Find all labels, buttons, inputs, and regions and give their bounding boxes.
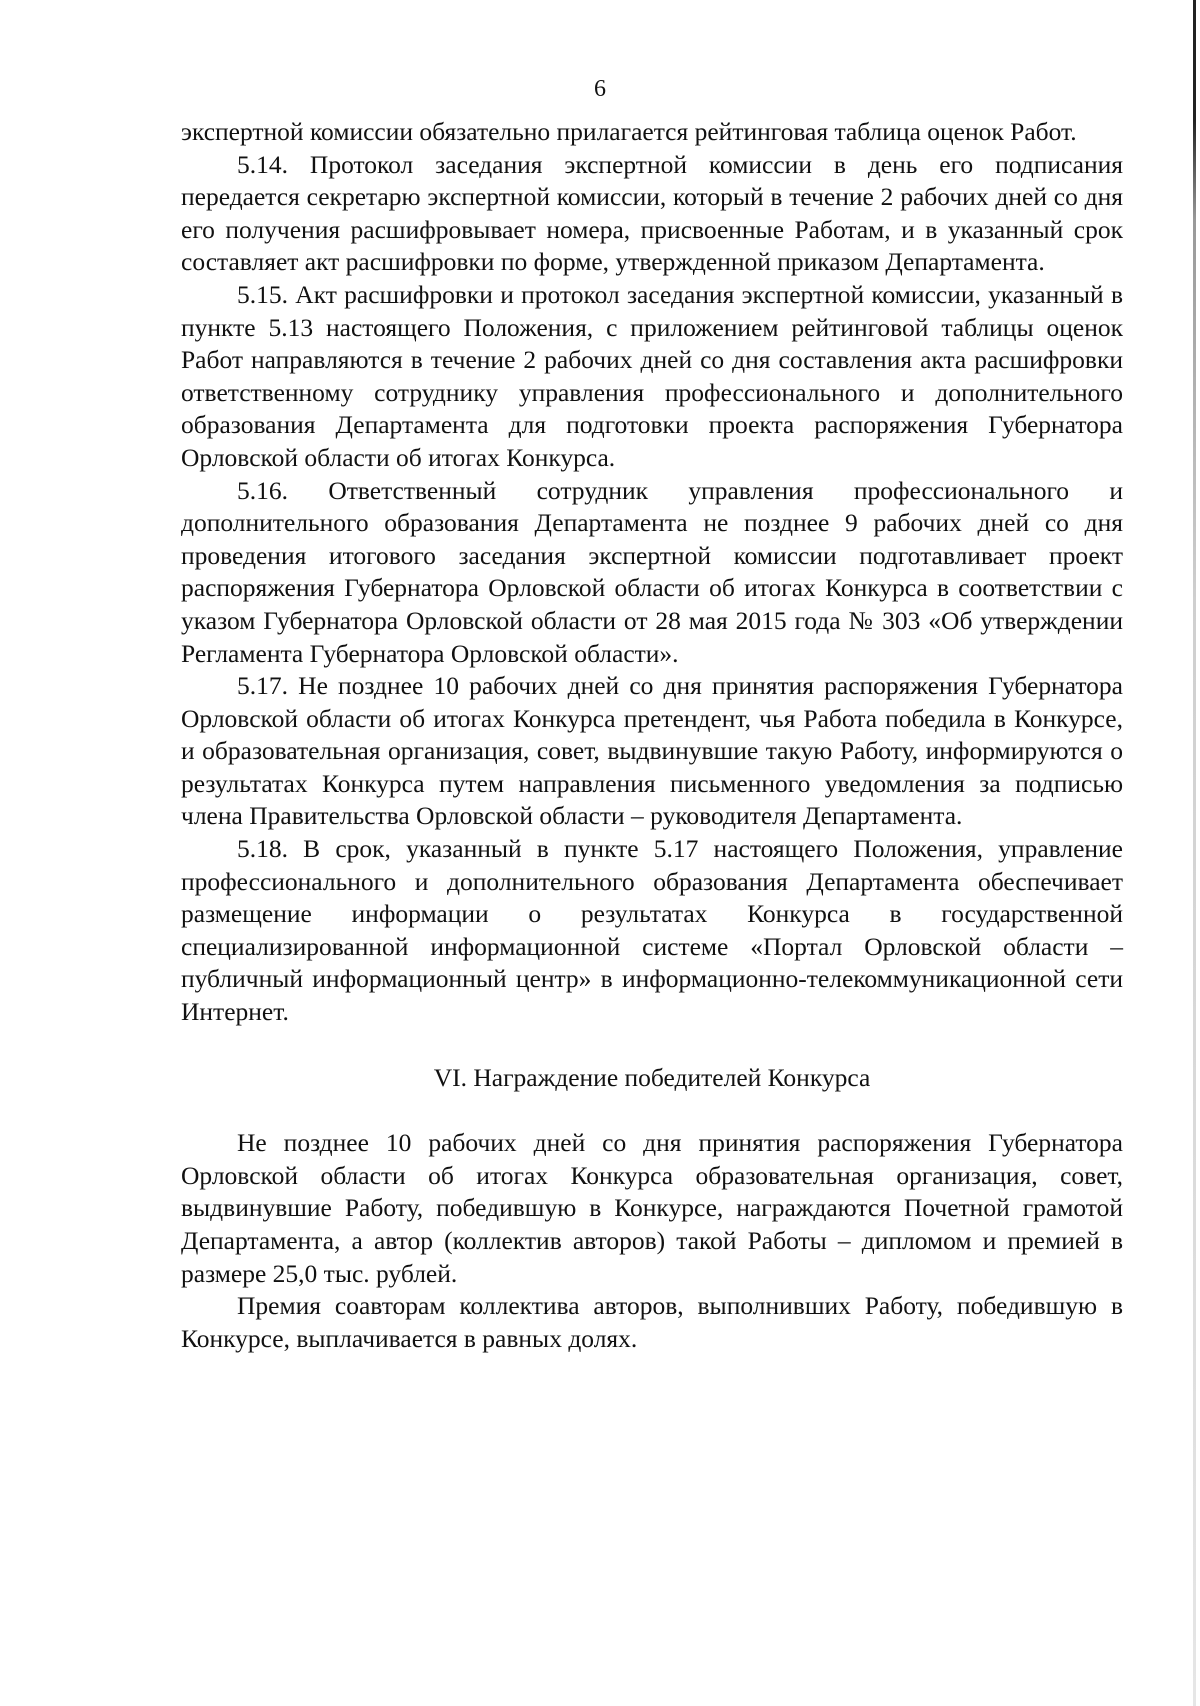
scan-edge-line	[1193, 0, 1196, 1706]
paragraph-prize-distribution: Премия соавторам коллектива авторов, выполнивших Работу, победившую в Конкурсе, выплачивается в равных долях.	[181, 1291, 1123, 1353]
paragraph-continuation: экспертной комиссии обязательно прилагается рейтинговая таблица оценок Работ.	[181, 117, 1077, 146]
paragraph-5-18: 5.18. В срок, указанный в пункте 5.17 настоящего Положения, управление профессионального и дополнительного образования Департамента обеспечивает размещение информации о результатах Конкурса в государственной специализированной информационной системе «Портал Орловской области – публичный информационный центр» в информационно-телекоммуникационной сети Интернет.	[181, 834, 1123, 1027]
page-number: 6	[594, 76, 606, 102]
paragraph-award: Не позднее 10 рабочих дней со дня принятия распоряжения Губернатора Орловской области об итогах Конкурса образовательная организация, совет, выдвинувшие Работу, победившую в Конкурсе, награждаются Почетной грамотой Департамента, а автор (коллектив авторов) такой Работы – дипломом и премией в размере 25,0 тыс. рублей.	[181, 1128, 1123, 1288]
document-body	[181, 116, 1123, 1355]
paragraph-5-15: 5.15. Акт расшифровки и протокол заседания экспертной комиссии, указанный в пункте 5.13 настоящего Положения, с приложением рейтинговой таблицы оценок Работ направляются в течение 2 рабочих дней со дня составления акта расшифровки ответственному сотруднику управления профессионального и дополнительного образования Департамента для подготовки проекта распоряжения Губернатора Орловской области об итогах Конкурса.	[181, 279, 1123, 472]
paragraph-5-14: 5.14. Протокол заседания экспертной комиссии в день его подписания передается секретарю экспертной комиссии, который в течение 2 рабочих дней со дня его получения расшифровывает номера, присвоенные Работам, и в указанный срок составляет акт расшифровки по форме, утвержденной приказом Департамента.	[181, 149, 1123, 277]
paragraph-5-17: 5.17. Не позднее 10 рабочих дней со дня принятия распоряжения Губернатора Орловской области об итогах Конкурса претендент, чья Работа победила в Конкурсе, и образовательная организация, совет, выдвинувшие такую Работу, информируются о результатах Конкурса путем направления письменного уведомления за подписью члена Правительства Орловской области – руководителя Департамента.	[181, 671, 1123, 831]
section-heading: VI. Награждение победителей Конкурса	[433, 1062, 871, 1092]
paragraph-5-16: 5.16. Ответственный сотрудник управления профессионального и дополнительного образования Департамента не позднее 9 рабочих дней со дня проведения итогового заседания экспертной комиссии подготавливает проект распоряжения Губернатора Орловской области об итогах Конкурса в соответствии с указом Губернатора Орловской области от 28 мая 2015 года № 303 «Об утверждении Регламента Губернатора Орловской области».	[181, 475, 1123, 668]
